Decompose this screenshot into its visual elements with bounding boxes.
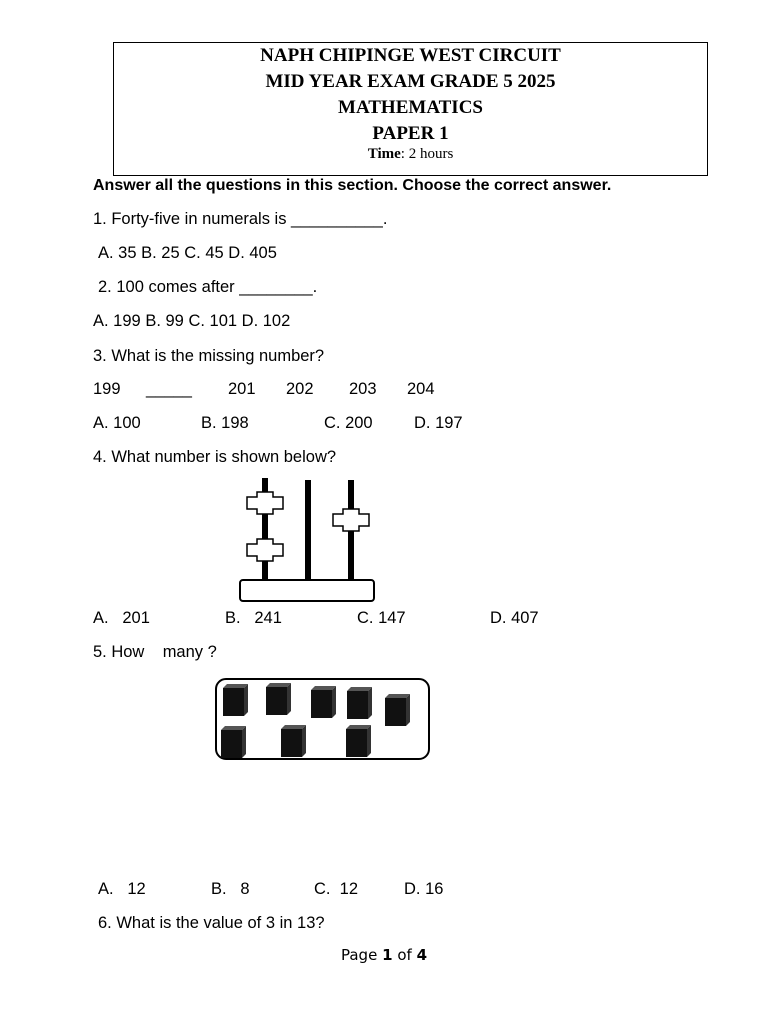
seq-3: 202 xyxy=(286,380,314,398)
question-6: 6. What is the value of 3 in 13? xyxy=(98,914,325,932)
page-footer xyxy=(0,946,768,964)
abacus-bead xyxy=(247,492,283,514)
cube xyxy=(311,686,336,718)
exam-header xyxy=(113,42,708,176)
exam-time xyxy=(114,146,707,163)
q2-option-b: B. 99 xyxy=(145,312,184,330)
q5-option-b: B. 8 xyxy=(211,880,250,898)
time-label: Time xyxy=(367,146,401,162)
q1-option-d: D. 405 xyxy=(228,244,277,262)
q3-option-a: A. 100 xyxy=(93,414,141,432)
cube xyxy=(346,725,371,757)
question-5: 5. How many ? xyxy=(93,643,217,661)
q2-option-a: A. 199 xyxy=(93,312,141,330)
q3-option-d: D. 197 xyxy=(414,414,463,432)
q3-option-c: C. 200 xyxy=(324,414,373,432)
question-4: 4. What number is shown below? xyxy=(93,448,337,466)
circuit-title: NAPH CHIPINGE WEST CIRCUIT xyxy=(260,45,561,66)
question-1-options xyxy=(98,243,277,263)
q4-option-c: C. 147 xyxy=(357,609,406,627)
abacus-base xyxy=(240,580,374,601)
q2-option-c: C. 101 xyxy=(188,312,238,330)
footer-of-word: of xyxy=(397,946,412,964)
q2-option-d: D. 102 xyxy=(241,312,291,330)
abacus-bead xyxy=(333,509,369,531)
exam-title: MID YEAR EXAM GRADE 5 2025 xyxy=(265,71,556,92)
time-value: : 2 hours xyxy=(400,146,454,162)
q4-option-a: A. 201 xyxy=(93,609,150,627)
instructions: Answer all the questions in this section. Choose the correct answer. xyxy=(93,177,612,194)
q1-option-c: C. 45 xyxy=(184,244,224,262)
question-2: 2. 100 comes after ________. xyxy=(98,278,318,296)
footer-page-number: 1 xyxy=(382,946,393,964)
q5-option-d: D. 16 xyxy=(404,880,444,898)
q5-option-a: A. 12 xyxy=(98,880,146,898)
abacus-illustration xyxy=(237,478,377,603)
seq-2: 201 xyxy=(228,380,256,398)
footer-page-total: 4 xyxy=(416,946,427,964)
subject-title: MATHEMATICS xyxy=(338,97,483,118)
q3-option-b: B. 198 xyxy=(201,414,249,432)
seq-blank: _____ xyxy=(146,380,192,398)
cube xyxy=(347,687,372,719)
cube xyxy=(221,726,246,758)
question-2-options xyxy=(93,311,290,331)
seq-5: 204 xyxy=(407,380,435,398)
question-1: 1. Forty-five in numerals is __________. xyxy=(93,210,388,228)
cube xyxy=(281,725,306,757)
cube xyxy=(266,683,291,715)
abacus-rod-tens xyxy=(305,480,311,582)
cubes-box xyxy=(215,678,431,762)
seq-4: 203 xyxy=(349,380,377,398)
q1-option-a: A. 35 xyxy=(98,244,137,262)
q4-option-d: D. 407 xyxy=(490,609,539,627)
q1-option-b: B. 25 xyxy=(141,244,180,262)
abacus-bead xyxy=(247,539,283,561)
paper-title: PAPER 1 xyxy=(372,123,449,144)
seq-0: 199 xyxy=(93,380,121,398)
cube xyxy=(385,694,410,726)
footer-page-word: Page xyxy=(340,946,378,964)
q5-option-c: C. 12 xyxy=(314,880,359,898)
q4-option-b: B. 241 xyxy=(225,609,282,627)
question-3: 3. What is the missing number? xyxy=(93,347,325,365)
cube xyxy=(223,684,248,716)
